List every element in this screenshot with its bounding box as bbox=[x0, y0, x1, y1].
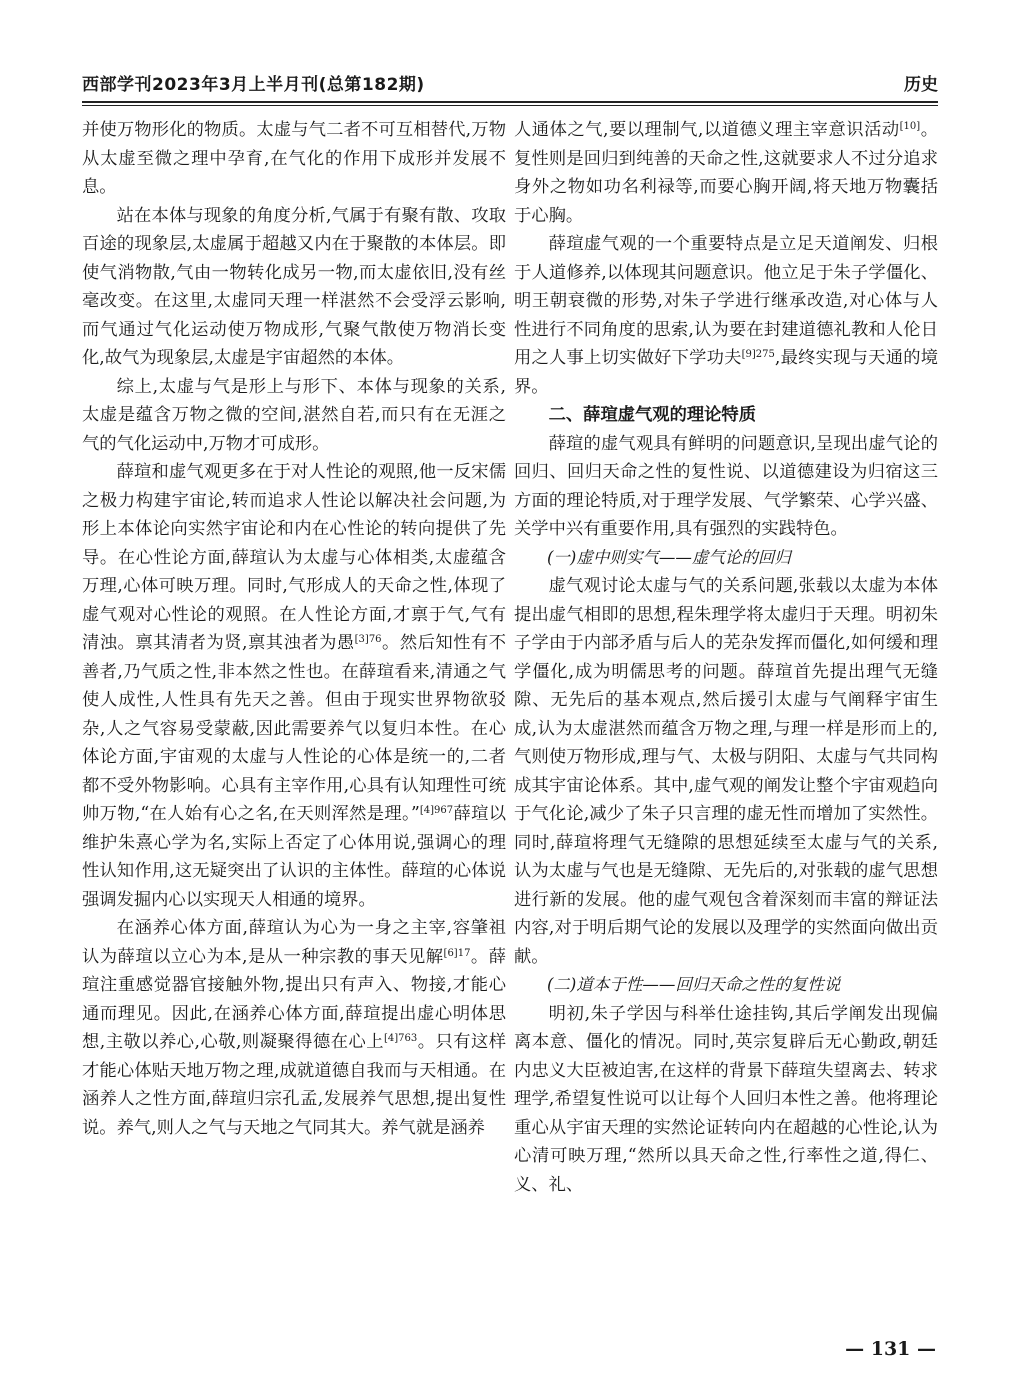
page-number: — 131 — bbox=[845, 1338, 936, 1360]
paragraph: 人通体之气,要以理制气,以道德义理主宰意识活动[10]。复性则是回归到纯善的天命之性,这就要求人不过分追求身外之物如功名利禄等,而要心胸开阔,将天地万物囊括于心胸。 bbox=[514, 120, 938, 226]
section-heading: 二、薛瑄虚气观的理论特质 bbox=[548, 405, 756, 425]
paragraph: 虚气观讨论太虚与气的关系问题,张载以太虚为本体提出虚气相即的思想,程朱理学将太虚归于天理。明初朱子学由于内部矛盾与后人的芜杂发挥而僵化,如何缓和理学僵化,成为明儒思考的问题。薛瑄首先提出理气无缝隙、无先后的基本观点,然后援引太虚与气阐释宇宙生成,认为太虚湛然而蕴含万物之理,与理一样是形而上的,气则使万物形成,理与气、太极与阴阳、太虚与气共同构成其宇宙论体系。其中,虚气观的阐发让整个宇宙观趋向于气化论,减少了朱子只言理的虚无性而增加了实然性。同时,薛瑄将理气无缝隙的思想延续至太虚与气的关系,认为太虚与气也是无缝隙、无先后的,对张载的虚气思想进行新的发展。他的虚气观包含着深刻而丰富的辩证法内容,对于明后期气论的发展以及理学的实然面向做出贡献。 bbox=[514, 576, 938, 967]
citation: [3]76 bbox=[354, 634, 382, 645]
running-header bbox=[82, 70, 938, 100]
subsection-heading: (一)虚中则实气——虚气论的回归 bbox=[547, 547, 791, 567]
paragraph: 在涵养心体方面,薛瑄认为心为一身之主宰,容肇祖认为薛瑄以立心为本,是从一种宗教的事天见解$^{[6]17}$。薛瑄注重感觉器官接触外物,提出只有声入、物接,才能心通而理见。因此,在涵养心体方面,薛瑄提出虚心明体思想,主敬以养心,心敬,则凝聚得德在心上$^{[4]763}$。只有这样才能心体贴天地万物之理,成就道德自我而与天相通。在涵养人之性方面,薛瑄归宗孔孟,发展养气思想,提出复性说。养气,则人之气与天地之气同其大。养气就是涵养 bbox=[82, 918, 506, 1138]
citation: [10] bbox=[899, 121, 921, 132]
paragraph: 并使万物形化的物质。太虚与气二者不可互相替代,万物从太虚至微之理中孕育,在气化的作用下成形并发展不息。 bbox=[82, 120, 506, 197]
right-column bbox=[514, 116, 938, 1199]
section-label: 历史 bbox=[904, 75, 938, 95]
paragraph: 综上,太虚与气是形上与形下、本体与现象的关系,太虚是蕴含万物之微的空间,湛然自若,而只有在无涯之气的气化运动中,万物才可成形。 bbox=[82, 376, 506, 454]
citation: [6]17 bbox=[443, 947, 471, 959]
citation: [4]763 bbox=[383, 1033, 418, 1044]
paragraph: 薛瑄虚气观的一个重要特点是立足天道阐发、归根于人道修养,以体现其问题意识。他立足于朱子学僵化、明王朝衰微的形势,对朱子学进行继承改造,对心体与人性进行不同角度的思索,认为要在封建道德礼教和人伦日用之人事上切实做好下学功夫$^{[9]275}$,最终实现与天通的境界。 bbox=[514, 234, 938, 397]
paragraph: 薛瑄和虚气观更多在于对人性论的观照,他一反宋儒之极力构建宇宙论,转而追求人性论以解决社会问题,为形上本体论向实然宇宙论和内在心性论的转向提供了先导。在心性论方面,薛瑄认为太虚与心体相类,太虚蕴含万理,心体可映万理。同时,气形成人的天命之性,体现了虚气观对心性论的观照。在人性论方面,才禀于气,气有清浊。禀其清者为贤,禀其浊者为愚$^{[3]76}$。然后知性有不善者,乃气质之性,非本然之性也。在薛瑄看来,清通之气使人成性,人性具有先天之善。但由于现实世界物欲驳杂,人之气容易受蒙蔽,因此需要养气以复归本性。在心体论方面,宇宙观的太虚与人性论的心体是统一的,二者都不受外物影响。心具有主宰作用,心具有认知理性可统帅万物,“在人始有心之名,在天则浑然是理。”$^{[4]967}$薛瑄以维护朱熹心学为名,实际上否定了心体用说,强调心的理性认知作用,这无疑突出了认识的主体性。薛瑄的心体说强调发掘内心以实现天人相通的境界。 bbox=[82, 462, 506, 910]
paragraph: 站在本体与现象的角度分析,气属于有聚有散、攻取百途的现象层,太虚属于超越又内在于聚散的本体层。即使气消物散,气由一物转化成另一物,而太虚依旧,没有丝毫改变。在这里,太虚同天理一样湛然不会受浮云影响,而气通过气化运动使万物成形,气聚气散使万物消长变化,故气为现象层,太虚是宇宙超然的本体。 bbox=[82, 205, 506, 368]
paragraph: 明初,朱子学因与科举仕途挂钩,其后学阐发出现偏离本意、僵化的情况。同时,英宗复辟后无心勤政,朝廷内忠义大臣被迫害,在这样的背景下薛瑄失望离去、转求理学,希望复性说可以让每个人回归本性之善。他将理论重心从宇宙天理的实然论证转向内在超越的心性论,认为心清可映万理,“然所以具天命之性,行率性之道,得仁、义、礼、 bbox=[514, 1003, 938, 1195]
citation: [4]967 bbox=[419, 805, 454, 816]
citation: [9]275 bbox=[741, 349, 775, 360]
subsection-heading: (二)道本于性——回归天命之性的复性说 bbox=[547, 975, 841, 994]
journal-title: 西部学刊2023年3月上半月刊(总第182期) bbox=[82, 75, 425, 95]
header-rule-thin bbox=[82, 105, 938, 106]
paragraph: 薛瑄的虚气观具有鲜明的问题意识,呈现出虚气论的回归、回归天命之性的复性说、以道德建设为归宿这三方面的理论特质,对于理学发展、气学繁荣、心学兴盛、关学中兴有重要作用,具有强烈的实践特色。 bbox=[514, 433, 938, 539]
header-rule-thick bbox=[82, 101, 938, 103]
left-column bbox=[82, 116, 506, 1142]
